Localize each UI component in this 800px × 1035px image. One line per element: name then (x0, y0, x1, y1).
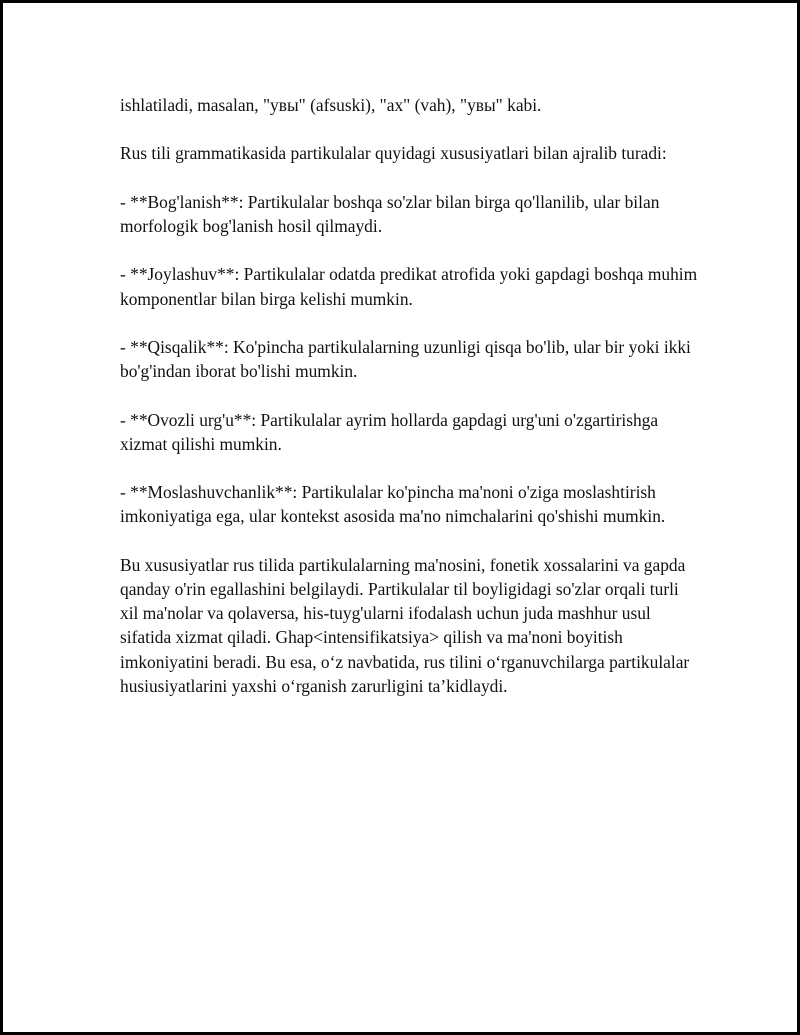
list-item-joylashuv: - **Joylashuv**: Partikulalar odatda predikat atrofida yoki gapdagi boshqa muhim komponentlar bilan birga kelishi mumkin. (120, 264, 698, 309)
list-item-qisqalik: - **Qisqalik**: Ko'pincha partikulalarning uzunligi qisqa bo'lib, ular bir yoki ikki bo'g'indan iborat bo'lishi mumkin. (120, 336, 691, 382)
list-item-ovozli-urgu: - **Ovozli urg'u**: Partikulalar ayrim hollarda gapdagi urg'uni o'zgartirishga xizmat qilishi mumkin. (120, 409, 659, 454)
paragraph-features-lead: Rus tili grammatikasida partikulalar quyidagi xususiyatlari bilan ajralib turadi: (120, 143, 667, 164)
list-item-moslashuvchanlik: - **Moslashuvchanlik**: Partikulalar ko'pincha ma'noni o'ziga moslashtirish imkoniyatiga ega, ular kontekst asosida ma'no nimchalarini qo'shishi mumkin. (120, 482, 666, 527)
paragraph-intro-continuation: ishlatiladi, masalan, "увы" (afsuski), "ах" (vah), "увы" kabi. (120, 95, 542, 115)
paragraph-conclusion: Bu xususiyatlar rus tilida partikulalarning ma'nosini, fonetik xossalarini va gapda qanday o'rin egallashini belgilaydi. Partikulalar til boyligidagi so'zlar orqali turli xil ma'nolar va qolaversa, his-tuyg'ularni ifodalash uchun juda mashhur usul sifatida xizmat qiladi. Ghap<intensifikatsiya> qilish va ma'noni boyitish imkoniyatini beradi. Bu esa, o‘z navbatida, rus tilini o‘rganuvchilarga partikulalar husiusiyatlarini yaxshi o‘rganish zarurligini ta’kidlaydi. (120, 554, 690, 696)
list-item-boglanish: - **Bog'lanish**: Partikulalar boshqa so'zlar bilan birga qo'llanilib, ular bilan morfologik bog'lanish hosil qilmaydi. (120, 191, 660, 236)
document-body (120, 93, 700, 698)
